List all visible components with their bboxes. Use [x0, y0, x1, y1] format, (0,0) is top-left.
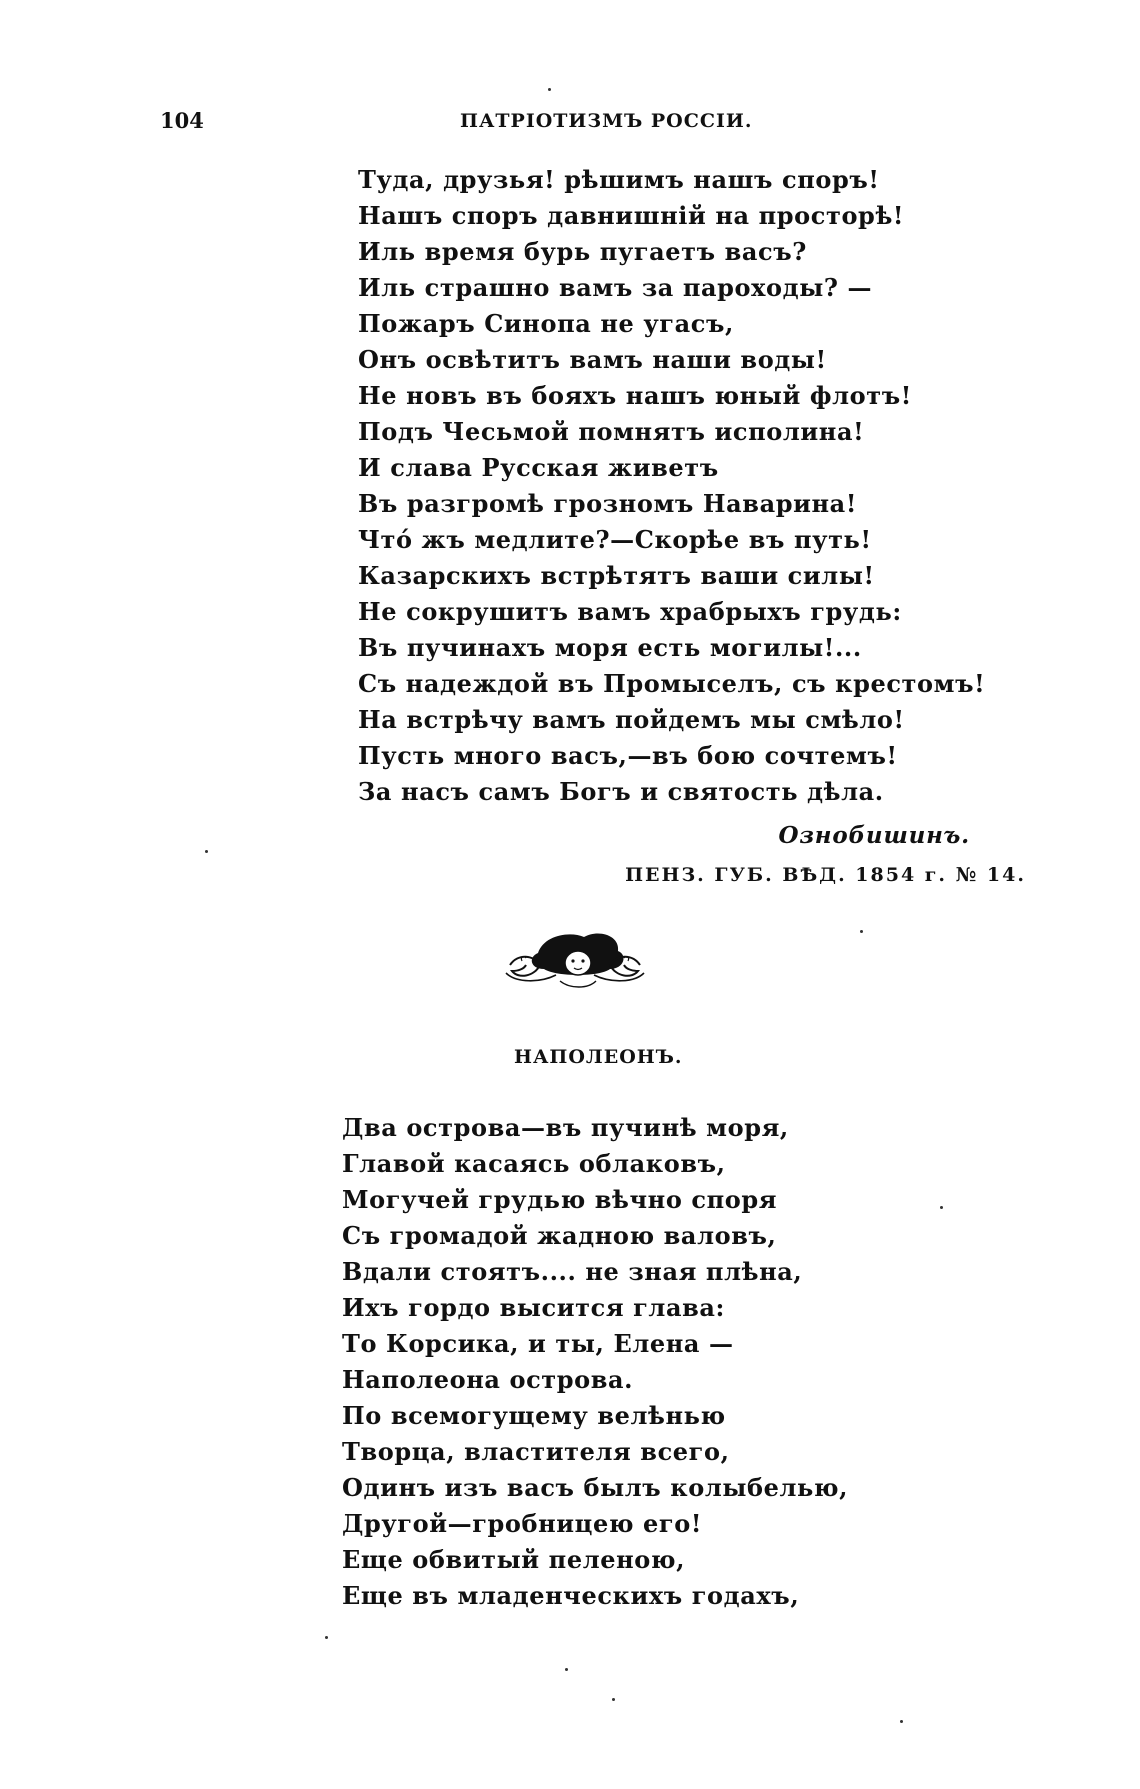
print-speck: [565, 1668, 568, 1671]
poem-line: Ихъ гордо высится глава:: [342, 1293, 725, 1322]
poem-line: Туда, друзья! рѣшимъ нашъ споръ!: [358, 165, 880, 194]
poem-title: НАПОЛЕОНЪ.: [514, 1046, 683, 1068]
poem-line: На встрѣчу вамъ пойдемъ мы смѣло!: [358, 705, 905, 734]
poem-line: Нашъ споръ давнишній на просторѣ!: [358, 201, 905, 230]
poem-line: Еще въ младенческихъ годахъ,: [342, 1581, 800, 1610]
poem-line: Творца, властителя всего,: [342, 1437, 730, 1466]
source-citation: ПЕНЗ. ГУБ. ВѢД. 1854 г. № 14.: [625, 864, 1026, 886]
running-title: ПАТРІОТИЗМЪ РОССІИ.: [460, 110, 753, 132]
poem-line: Два острова—въ пучинѣ моря,: [342, 1113, 789, 1142]
poem-line: Пусть много васъ,—въ бою сочтемъ!: [358, 741, 898, 770]
poem-line: Еще обвитый пеленою,: [342, 1545, 686, 1574]
poem-line: Съ громадой жадною валовъ,: [342, 1221, 777, 1250]
poem-line: Съ надеждой въ Промыселъ, съ крестомъ!: [358, 669, 986, 698]
poem-line: Иль время бурь пугаетъ васъ?: [358, 237, 807, 266]
poem-line: Подъ Чесьмой помнятъ исполина!: [358, 417, 865, 446]
poem-line: Вдали стоятъ.... не зная плѣна,: [342, 1257, 803, 1286]
author-signature: Ознобишинъ.: [778, 822, 970, 849]
poem-line: Другой—гробницею его!: [342, 1509, 702, 1538]
poem-stanza-napoleon: [342, 1110, 848, 1614]
poem-line: Одинъ изъ васъ былъ колыбелью,: [342, 1473, 849, 1502]
print-speck: [325, 1636, 328, 1639]
poem-line: По всемогущему велѣнью: [342, 1401, 726, 1430]
poem-line: Могучей грудью вѣчно споря: [342, 1185, 778, 1214]
print-speck: [548, 88, 551, 91]
poem-line: За насъ самъ Богъ и святость дѣла.: [358, 777, 884, 806]
poem-line: Наполеона острова.: [342, 1365, 634, 1394]
poem-line: Что́ жъ медлите?—Скорѣе въ путь!: [358, 525, 872, 554]
print-speck: [205, 850, 208, 853]
poem-line: Въ пучинахъ моря есть могилы!...: [358, 633, 862, 662]
print-speck: [940, 1206, 943, 1209]
poem-line: Въ разгромѣ грозномъ Наварина!: [358, 489, 857, 518]
poem-line: Не новъ въ бояхъ нашъ юный флотъ!: [358, 381, 912, 410]
cherub-vignette-icon: [500, 925, 650, 995]
print-speck: [612, 1698, 615, 1701]
poem-line: Пожаръ Синопа не угасъ,: [358, 309, 734, 338]
poem-line: Казарскихъ встрѣтятъ ваши силы!: [358, 561, 875, 590]
poem-line: Главой касаясь облаковъ,: [342, 1149, 726, 1178]
poem-line: То Корсика, и ты, Елена —: [342, 1329, 734, 1358]
poem-line: И слава Русская живетъ: [358, 453, 719, 482]
poem-line: Не сокрушитъ вамъ храбрыхъ грудь:: [358, 597, 902, 626]
poem-stanza-first: [358, 162, 985, 810]
print-speck: [860, 930, 863, 933]
print-speck: [900, 1720, 903, 1723]
poem-line: Иль страшно вамъ за пароходы? —: [358, 273, 873, 302]
page-number: 104: [160, 108, 204, 133]
poem-line: Онъ освѣтитъ вамъ наши воды!: [358, 345, 827, 374]
